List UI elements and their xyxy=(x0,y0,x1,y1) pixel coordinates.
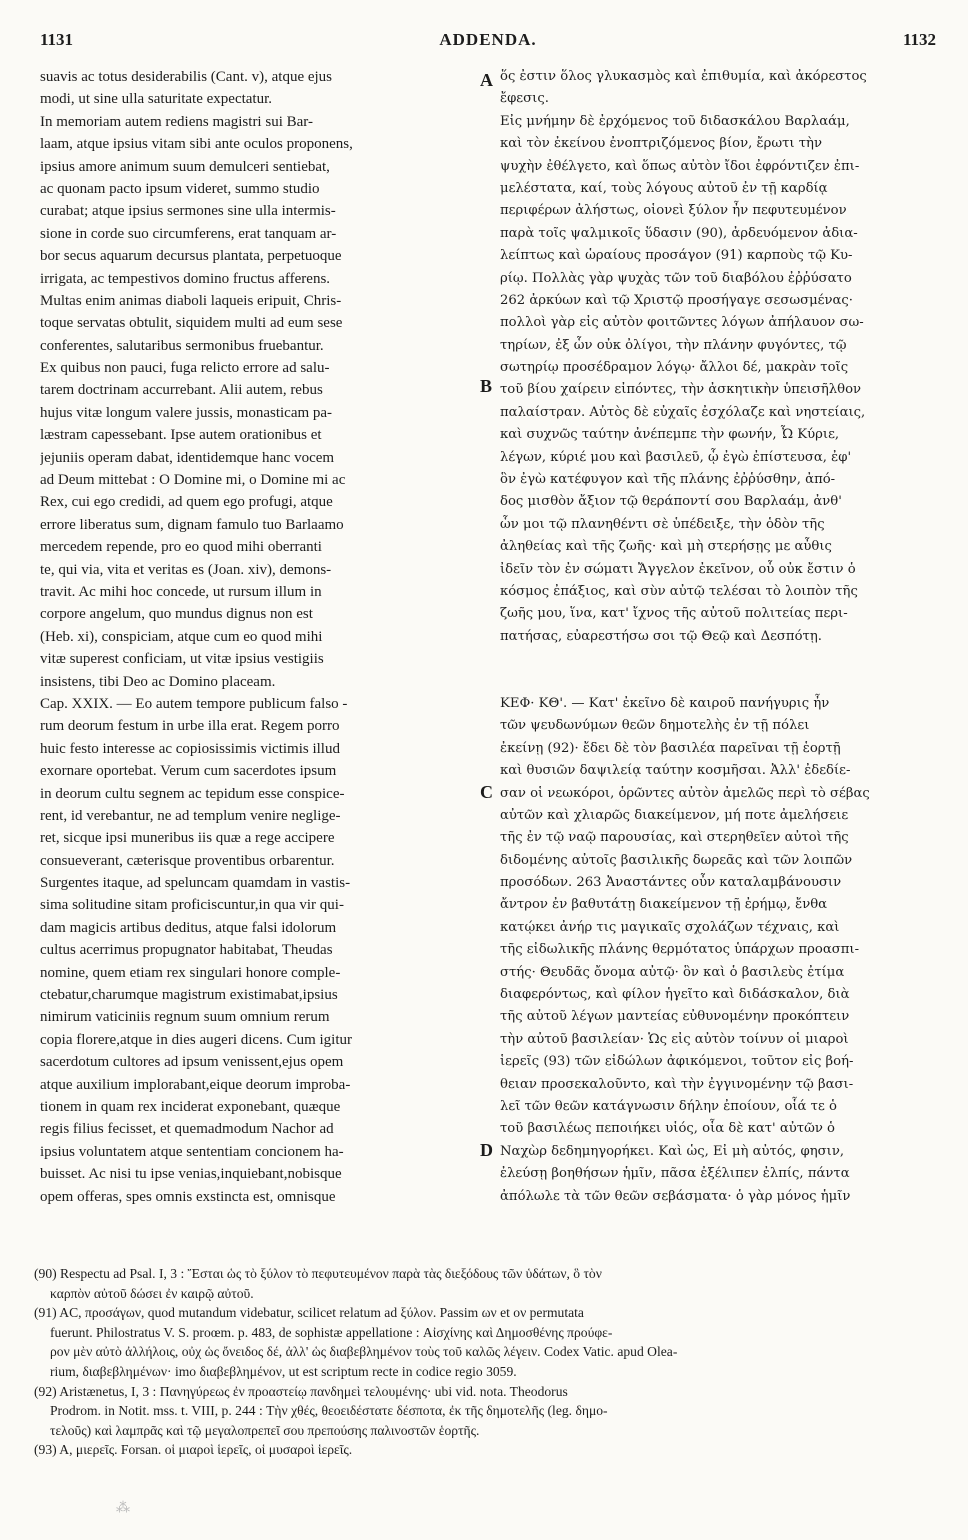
greek-text-line: λεῖ τῶν θεῶν κατάγνωσιν δήλην ἐποίουν, οἷά τε ὁ xyxy=(500,1098,837,1114)
latin-text-line: Surgentes itaque, ad speluncam quamdam in vastis- xyxy=(40,875,351,892)
footnote-line: (92) Aristænetus, I, 3 : Πανηγύρεως ἐν προαστείῳ πανδημεὶ τελουμένης· ubi vid. nota. Theodorus xyxy=(34,1383,568,1399)
greek-text-line: παρὰ τοῖς ψαλμικοῖς ὕδασιν (90), ἀρδευόμενον ἀδια- xyxy=(500,225,858,241)
latin-text-line: ad Deum mittebat : O Domine mi, o Domine mi ac xyxy=(40,472,346,489)
margin-marker-c: C xyxy=(480,782,493,802)
greek-text-line: ψυχὴν ἐθέλγετο, καὶ ὅπως αὐτὸν ἴδοι ἐφρόντιζεν ἐπι- xyxy=(500,158,860,174)
greek-text-line: τὴν αὐτοῦ βασιλείαν· Ὡς εἰς αὐτὸν τοίνυν οἱ μιαροὶ xyxy=(500,1031,849,1047)
latin-text-line: tionem in quam rex inciderat exponebant, quæque xyxy=(40,1098,341,1115)
latin-text-line: nomine, quem etiam rex singulari honore comple- xyxy=(40,964,341,981)
greek-text-line: τοῦ βασιλέως πεποιήκει υἱός, οἷα δὲ κατ' αὐτῶν ὁ xyxy=(500,1121,835,1137)
greek-text-line xyxy=(500,648,932,670)
latin-text-line: atque auxilium implorabant,eique deorum improba- xyxy=(40,1076,351,1093)
latin-text-line: consueverant, cæterisque proventibus orbarentur. xyxy=(40,852,335,869)
latin-text-line: cultus acerrimus propugnator habitabat, Theudas xyxy=(40,942,333,959)
greek-text-line: κόσμος ἐπάξιος, καὶ σὺν αὐτῷ τελέσαι τὸ λοιπὸν τῆς xyxy=(500,583,858,599)
footnote-line: ρον μὲν αὐτὸ ἀλλήλοις, οὐχ ὡς ὄνειδος δέ, ἀλλ' ὡς διαβεβλημένον τοὺς τοῦ καλῶς λέγειν. Codex Vatic. apud Olea- xyxy=(50,1344,678,1360)
latin-text-line: dam magicis artibus deditus, atque falsi idolorum xyxy=(40,919,337,936)
right-column-number: 1132 xyxy=(902,30,936,49)
greek-text-line: τῆς εἰδωλικῆς πλάνης θερμότατος ὑπάρχων προασπι- xyxy=(500,942,860,958)
latin-text-line: huic festo interesse ac copiosissimis victimis illud xyxy=(40,740,340,757)
greek-text-line: παλαίστραν. Αὐτὸς δὲ εὐχαῖς ἐσχόλαζε καὶ νηστείαις, xyxy=(500,404,866,420)
greek-text-line: ἀπόλωλε τὰ τῶν θεῶν σεβάσματα· ὁ γὰρ μόνος ἡμῖν xyxy=(500,1188,851,1204)
footnote-line: Prodrom. in Notit. mss. t. VIII, p. 244 : Τὴν χθές, θεοειδέστατε δέσποτα, ἐκ τῆς δημοτελῆς (leg. δημο- xyxy=(50,1403,608,1419)
latin-column xyxy=(40,66,476,1208)
greek-text-line: ἱερεῖς (93) τῶν εἰδώλων ἀφικόμενοι, τοῦτον εἰς βοή- xyxy=(500,1054,854,1070)
greek-text-line: ἀληθείας καὶ τῆς ζωῆς· καὶ μὴ στερήσῃς με αὖθις xyxy=(500,539,832,555)
latin-text-line: conferentes, salutaribus sermonibus fruebantur. xyxy=(40,337,324,354)
latin-text-line: toque servatas obtulit, siquidem multi ad eum sese xyxy=(40,315,343,332)
greek-text-line: τηρίων, ἐξ ὧν οὐκ ὀλίγοι, τὴν πλάνην φυγόντες, τῷ xyxy=(500,337,847,353)
latin-text-line: errore liberatus sum, dignam famulo tuo Barlaamo xyxy=(40,516,344,533)
latin-text-line: sacerdotum cultores ad ipsum venissent,ejus opem xyxy=(40,1054,344,1071)
latin-text-line: in deorum cultu segnem ac tepidum esse conspice- xyxy=(40,785,345,802)
footnote-line: (93) A, μιερεῖς. Forsan. οἱ μιαροὶ ἱερεῖς, οἱ μυσαροὶ ἱερεῖς. xyxy=(34,1442,353,1458)
latin-text-line: suavis ac totus desiderabilis (Cant. v), atque ejus xyxy=(40,69,333,85)
latin-text-line: travit. Ac mihi hoc concede, ut rursum illum in xyxy=(40,583,322,600)
greek-text-line: καὶ θυσιῶν δαψιλείᾳ ταύτην κοσμῆσαι. Ἀλλ' ἐδεδίε- xyxy=(500,763,851,779)
latin-text-line: Multas enim animas diaboli laqueis eripuit, Chris- xyxy=(40,292,342,309)
greek-text-line: ἐκείνῃ (92)· ἔδει δὲ τὸν βασιλέα παρεῖναι τῇ ἑορτῇ xyxy=(500,740,841,756)
latin-text-line: ipsius voluntatem atque sententiam concionem ha- xyxy=(40,1143,344,1160)
latin-text-line: curabat; atque ipsius sermones sine ulla intermis- xyxy=(40,203,336,220)
greek-text-line: τῆς ἐν τῷ ναῷ παρουσίας, καὶ στερηθεῖεν αὐτοὶ τῆς xyxy=(500,830,849,846)
greek-text-line: διδομένης αὐτοῖς βασιλικῆς δωρεᾶς καὶ τῶν λοιπῶν xyxy=(500,852,853,868)
latin-text-line: regis filius fecisset, et quemadmodum Nachor ad xyxy=(40,1121,334,1138)
latin-text-line: insistens, tibi Deo ac Domino placeam. xyxy=(40,673,276,690)
greek-text-line: λέγων, κύριέ μου καὶ βασιλεῦ, ᾧ ἐγὼ ἐπίστευσα, ἐφ' xyxy=(500,449,852,465)
latin-text-line: te, qui via, vita et veritas es (Joan. xiv), demons- xyxy=(40,561,332,578)
latin-text-line: laam, atque ipsius vitam sibi ante oculos proponens, xyxy=(40,136,353,153)
greek-text-line: σωτηρίῳ προσέδραμον λόγῳ· ἄλλοι δέ, μακρὰν τοῖς xyxy=(500,360,849,376)
greek-text-line: 262 ἀρκύων καὶ τῷ Χριστῷ προσήγαγε σεσωσμένας· xyxy=(500,292,853,308)
greek-text-line: ρίῳ. Πολλὰς γὰρ ψυχὰς τῶν τοῦ διαβόλου ἐῤῥύσατο xyxy=(500,270,852,286)
greek-text-line: αὐτῶν καὶ χλιαρῶς διακείμενον, μή ποτε ἀμελήσειε xyxy=(500,807,849,823)
latin-text-line: buisset. Ac nisi tu ipse venias,inquiebant,nobisque xyxy=(40,1166,342,1183)
latin-text-line: ret, sicque ipsi muneribus iis quæ a rege accipere xyxy=(40,830,335,847)
greek-text-line: καὶ συχνῶς ταύτην ἀνέπεμπε τὴν φωνήν, Ὦ Κύριε, xyxy=(500,427,840,443)
latin-text-line: jejuniis operam dabat, identidemque hanc vocem xyxy=(40,449,335,466)
latin-text-line: corpore angelum, quo mundus dignus non est xyxy=(40,606,313,623)
latin-text-line: tarem doctrinam accurrebant. Alii autem, rebus xyxy=(40,382,323,399)
latin-text-line: hujus vitæ longum valere jussis, monasticam pa- xyxy=(40,404,333,421)
greek-text-line: προσόδων. 263 Ἀναστάντες οὖν καταλαμβάνουσιν xyxy=(500,875,842,891)
footnote-line: καρπὸν αὐτοῦ δώσει ἐν καιρῷ αὐτοῦ. xyxy=(50,1285,254,1301)
page-header xyxy=(40,30,936,58)
footnote-line: (91) AC, προσάγων, quod mutandum videbatur, scilicet relatum ad ξύλον. Passim ων et ον permutata xyxy=(34,1305,584,1321)
greek-text-line: ὅς ἐστιν ὅλος γλυκασμὸς καὶ ἐπιθυμία, καὶ ἀκόρεστος xyxy=(500,69,867,84)
greek-text-line: διαφερόντως, καὶ φίλον ἡγεῖτο καὶ διδάσκαλον, διὰ xyxy=(500,987,850,1003)
footnote-line: fuerunt. Philostratus V. S. proœm. p. 483, de sophistæ appellatione : Αἰσχίνης καὶ Δημοσθένης προύφε- xyxy=(50,1324,613,1340)
greek-column xyxy=(500,66,932,1208)
greek-text-line: ἄντρον ἐν βαθυτάτῃ διακείμενον τῇ ἐρήμῳ, ἔνθα xyxy=(500,897,828,913)
margin-marker-b: B xyxy=(480,376,493,396)
latin-text-line: irrigata, ac tempestivos domino fructus afferens. xyxy=(40,270,331,287)
greek-text-line: πατήσας, εὐαρεστήσω σοι τῷ Θεῷ καὶ Δεσπότῃ. xyxy=(500,628,822,644)
greek-text-line: ἰδεῖν τὸν ἐν σώματι Ἄγγελον ἐκεῖνον, οὗ οὐκ ἔστιν ὁ xyxy=(500,561,856,577)
latin-text-line: nimirum vaticiniis regnum suum omnium rerum xyxy=(40,1009,330,1026)
greek-text-line: τοῦ βίου χαίρειν εἰπόντες, τὴν ἀσκητικὴν ὑπεισῆλθον xyxy=(500,382,862,398)
greek-text-line: κατῴκει ἀνήρ τις μαγικαῖς σχολάζων τέχναις, καὶ xyxy=(500,919,840,935)
latin-text-line: Ex quibus non pauci, fuga relicto errore ad salu- xyxy=(40,360,330,377)
greek-text-line: ζωῆς μου, ἵνα, κατ' ἴχνος τῆς αὐτοῦ πολιτείας περι- xyxy=(500,606,848,622)
greek-text-line: τῶν ψευδωνύμων θεῶν δημοτελὴς ἐν τῇ πόλει xyxy=(500,718,810,734)
margin-marker-d: D xyxy=(480,1140,493,1160)
greek-text-line: λείπτως καὶ ὡραίους προσάγον (91) καρποὺς τῷ Κυ- xyxy=(500,248,853,264)
latin-text-line: In memoriam autem rediens magistri sui Bar- xyxy=(40,113,313,130)
latin-text-line: læstram capessebant. Ipse autem orationibus et xyxy=(40,427,322,444)
latin-text-line: ipsius amore animum suum demulceri sentiebat, xyxy=(40,158,330,175)
latin-text-line: ac quonam pacto ipsum videret, summo studio xyxy=(40,180,320,197)
greek-text-line: στής· Θευδᾶς ὄνομα αὐτῷ· ὃν καὶ ὁ βασιλεὺς ἐτίμα xyxy=(500,964,845,980)
greek-text-line: τῆς αὐτοῦ λέγων μαντείας εὐθυνομένην προκόπτειν xyxy=(500,1009,850,1025)
footnote-line: τελοῦς) καὶ λαμπρᾶς καὶ τῷ μεγαλοπρεπεῖ σου πρεπούσης παλινοστῶν ἑορτῆς. xyxy=(50,1422,480,1438)
greek-text-line xyxy=(500,671,932,693)
footnote-line: rium, διαβεβλημένων· imo διαβεβλημένον, ut est scriptum recte in codice regio 3059. xyxy=(50,1363,517,1379)
latin-text-line: exornare oportebat. Verum cum sacerdotes ipsum xyxy=(40,763,337,780)
greek-text-line: σαν οἱ νεωκόροι, ὁρῶντες αὐτὸν ἀμελῶς περὶ τὸ σέβας xyxy=(500,785,870,801)
latin-text-line: rent, id verebantur, ne ad templum venire neglige- xyxy=(40,807,341,824)
greek-text-line: ΚΕΦ· ΚΘ'. — Κατ' ἐκεῖνο δὲ καιροῦ πανήγυρις ἦν xyxy=(500,695,830,711)
greek-text-line: Εἰς μνήμην δὲ ἐρχόμενος τοῦ διδασκάλου Βαρλαάμ, xyxy=(500,113,850,129)
greek-text-line: ἔφεσις. xyxy=(500,91,549,107)
greek-text-line: θειαν προσεκαλοῦντο, καὶ τὴν ἐγγινομένην τῷ βασι- xyxy=(500,1076,854,1092)
latin-text-line: vitæ superest conficiam, ut vitæ ipsius vestigiis xyxy=(40,651,324,668)
margin-marker-a: A xyxy=(480,70,493,90)
latin-text-line: copia florere,atque in dies augeri dicens. Cum igitur xyxy=(40,1031,352,1048)
greek-text-line: ἐλεύσῃ βοηθήσων ἡμῖν, πᾶσα ἐξέλιπεν ἐλπίς, πάντα xyxy=(500,1166,850,1182)
latin-text-line: rum deorum festum in urbe illa erat. Regem porro xyxy=(40,718,340,735)
greek-text-line: μελέστατα, καί, τοὺς λόγους αὐτοῦ ἐν τῇ καρδίᾳ xyxy=(500,180,828,196)
left-column-number: 1131 xyxy=(40,30,74,49)
greek-text-line: ὧν μοι τῷ πλανηθέντι σὲ ὑπέδειξε, τὴν ὁδὸν τῆς xyxy=(500,516,825,532)
running-title: ADDENDA. xyxy=(439,30,537,49)
latin-text-line: opem offeras, spes omnis exstincta est, omnisque xyxy=(40,1188,336,1205)
latin-text-line: modi, ut sine ulla saturitate expectatur. xyxy=(40,91,273,108)
latin-text-line: sima solitudine sitam proficiscuntur,in qua vir qui- xyxy=(40,897,344,914)
latin-text-line: ctebatur,charumque magistrum existimabat,ipsius xyxy=(40,987,338,1004)
greek-text-line: πολλοὶ γὰρ εἰς αὐτὸν φοιτῶντες λόγων ἀπήλαυον σω- xyxy=(500,315,864,331)
greek-text-line: Ναχὼρ δεδημηγορήκει. Καὶ ὡς, Εἰ μὴ αὐτός, φησιν, xyxy=(500,1143,845,1159)
latin-text-line: Cap. XXIX. — Eo autem tempore publicum falso - xyxy=(40,695,348,712)
latin-text-line: bor secus aquarum decursus plantata, perpetuoque xyxy=(40,248,342,265)
greek-text-line: ὃν ἐγὼ κατέφυγον καὶ τῆς πλάνης ἐῤῥύσθην, ἀπό- xyxy=(500,472,836,488)
greek-text-line: δος μισθὸν ἄξιον τῷ θεράποντί σου Βαρλαάμ, ἀνθ' xyxy=(500,494,842,510)
greek-text-line: περιφέρων ἀλήστως, οἱονεὶ ξύλον ἦν πεφυτευμένον xyxy=(500,203,847,219)
page-stain: ⁂ xyxy=(116,1500,130,1516)
footnotes xyxy=(34,1264,934,1460)
greek-text-line: καὶ τὸν ἐκείνου ἐνοπτριζόμενος βίον, ἔρωτι τὴν xyxy=(500,136,822,152)
footnote-line: (90) Respectu ad Psal. I, 3 : Ἔσται ὡς τὸ ξύλον τὸ πεφυτευμένον παρὰ τὰς διεξόδους τῶν ὑδάτων, ὃ τὸν xyxy=(34,1266,602,1281)
latin-text-line: sione in corde suo circumferens, erat tanquam ar- xyxy=(40,225,337,242)
latin-text-line: Rex, cui ego credidi, ad quem ego profugi, atque xyxy=(40,494,333,511)
latin-text-line: mercedem repende, pro eo quod mihi oberranti xyxy=(40,539,322,556)
latin-text-line: (Heb. xi), conspiciam, atque cum eo quod mihi xyxy=(40,628,323,645)
